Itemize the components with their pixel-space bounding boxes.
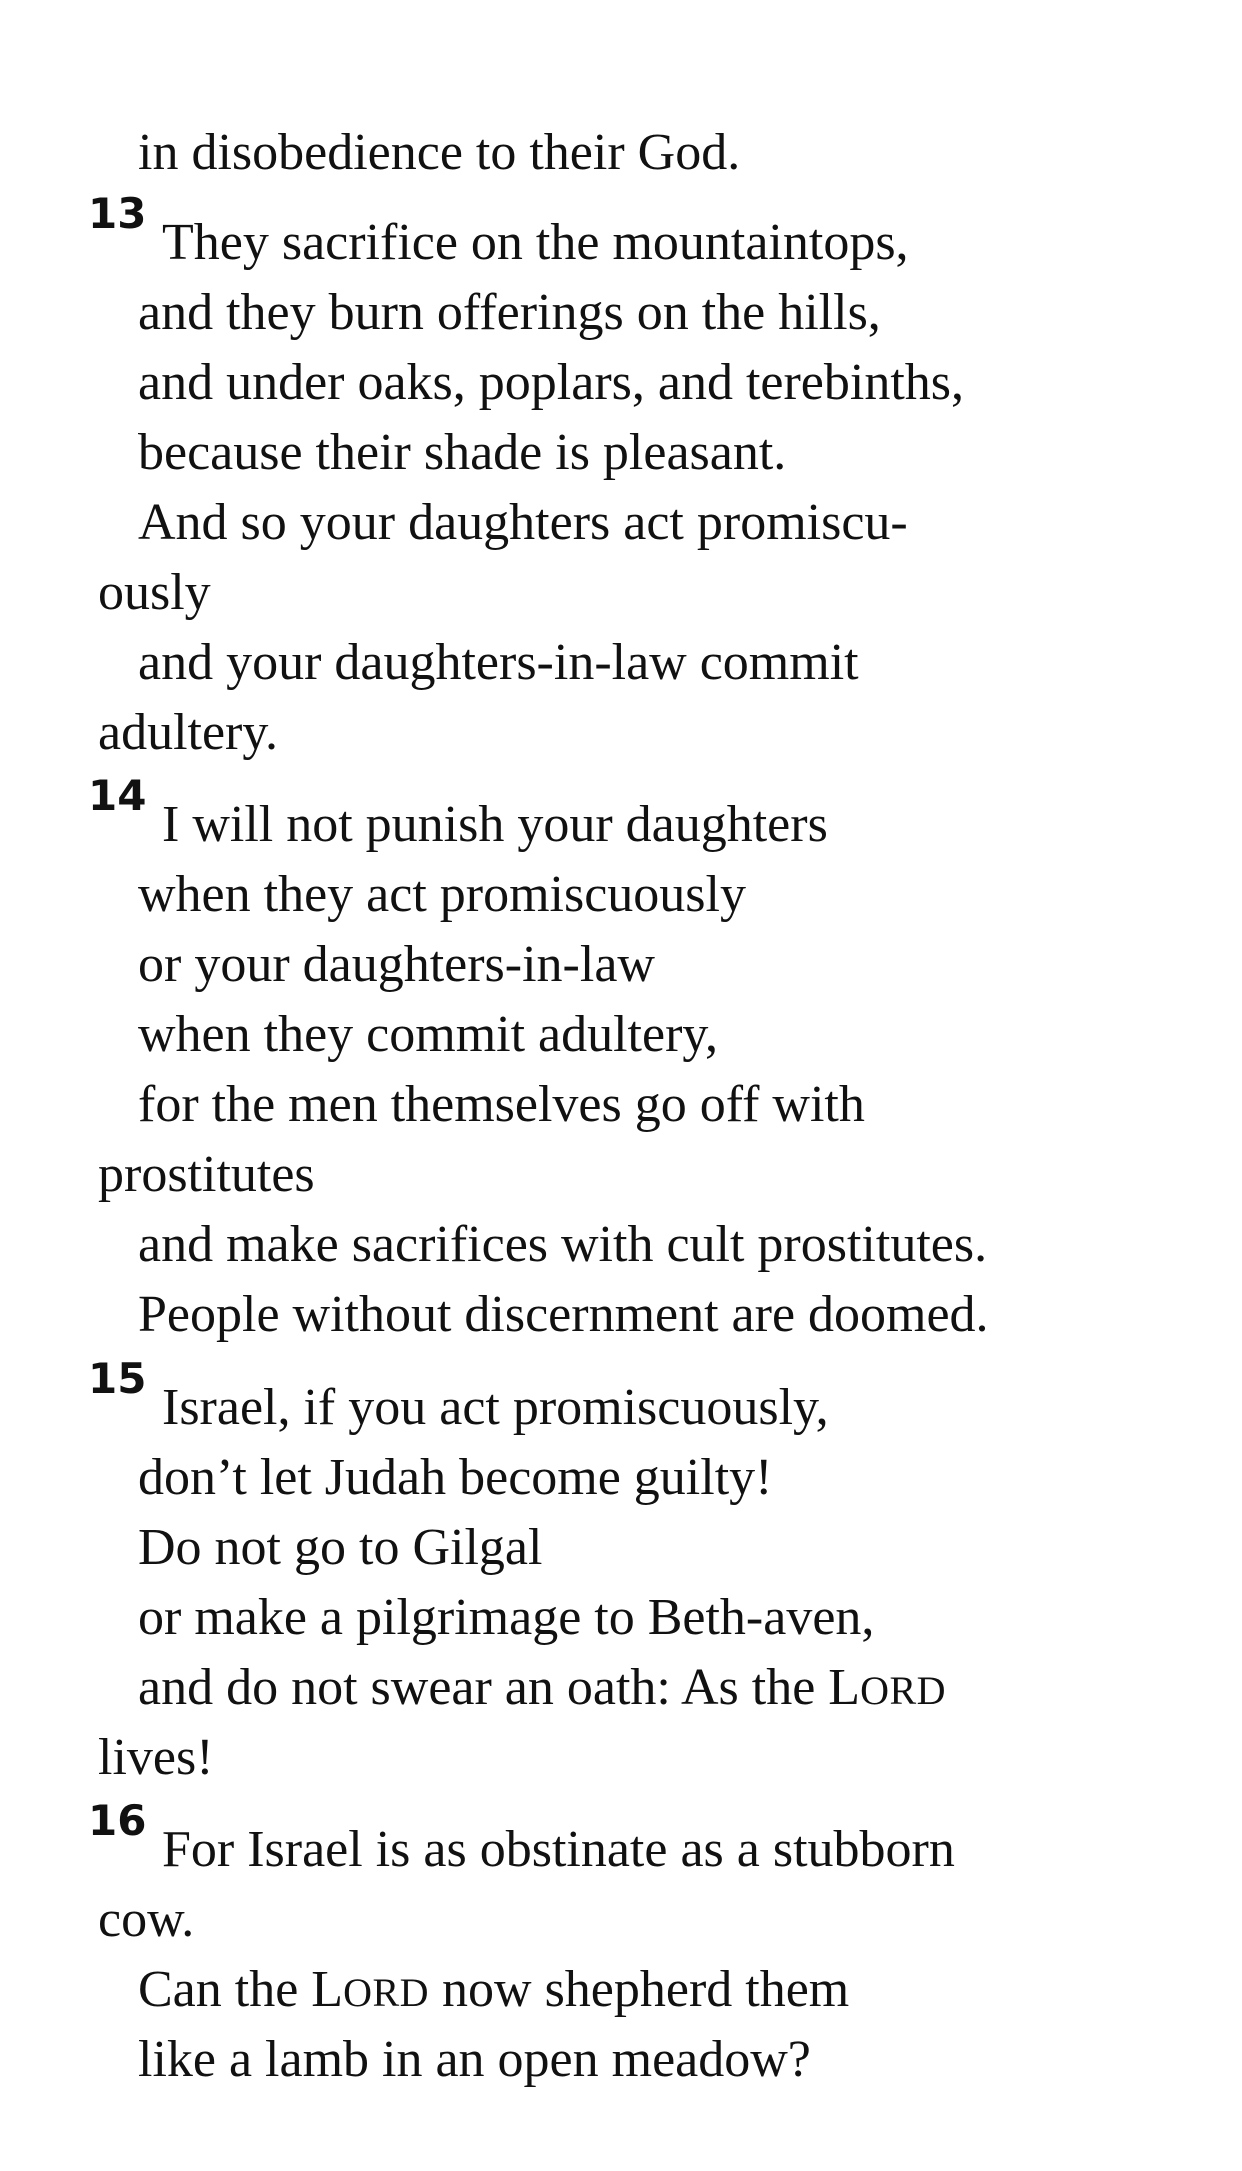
verse-number: 16 [88, 1796, 147, 1845]
poetry-line [138, 1658, 946, 1721]
poetry-line: People without discernment are doomed. [138, 1286, 989, 1343]
poetry-line-wrap: cow. [98, 1891, 195, 1948]
small-caps-lord: ORD [343, 1970, 430, 2015]
poetry-line: For Israel is as obstinate as a stubborn [162, 1821, 955, 1878]
line-text: now shepherd them [429, 1961, 850, 2018]
poetry-line: Israel, if you act promiscuously, [162, 1379, 829, 1436]
poetry-line: or make a pilgrimage to Beth-aven, [138, 1589, 875, 1646]
poetry-line: because their shade is pleasant. [138, 424, 787, 481]
line-text: Can the L [138, 1961, 344, 2018]
poetry-line: or your daughters-in-law [138, 936, 655, 993]
poetry-line: And so your daughters act promiscu- [138, 494, 908, 551]
poetry-line: and under oaks, poplars, and terebinths, [138, 354, 965, 411]
verse-number: 15 [88, 1354, 147, 1403]
poetry-line: for the men themselves go off with [138, 1076, 865, 1133]
poetry-line: and make sacrifices with cult prostitutes. [138, 1216, 988, 1273]
poetry-line: don’t let Judah become guilty! [138, 1449, 773, 1506]
poetry-line: Do not go to Gilgal [138, 1519, 543, 1576]
poetry-line: They sacrifice on the mountaintops, [162, 214, 909, 271]
poetry-line-wrap: adultery. [98, 704, 278, 761]
verse-number: 14 [88, 771, 147, 820]
poetry-line [138, 1960, 849, 2023]
poetry-line: and they burn offerings on the hills, [138, 284, 881, 341]
small-caps-lord: ORD [860, 1668, 947, 1713]
line-text: and do not swear an oath: As the L [138, 1659, 861, 1716]
poetry-line: when they commit adultery, [138, 1006, 719, 1063]
poetry-line: when they act promiscuously [138, 866, 746, 923]
poetry-line-wrap: prostitutes [98, 1146, 315, 1203]
poetry-line: in disobedience to their God. [138, 124, 741, 181]
poetry-line: and your daughters-in-law commit [138, 634, 859, 691]
poetry-line: like a lamb in an open meadow? [138, 2031, 811, 2088]
poetry-line: I will not punish your daughters [162, 796, 828, 853]
verse-number: 13 [88, 189, 147, 238]
poetry-line-wrap: ously [98, 564, 211, 621]
poetry-line-wrap: lives! [98, 1729, 214, 1786]
